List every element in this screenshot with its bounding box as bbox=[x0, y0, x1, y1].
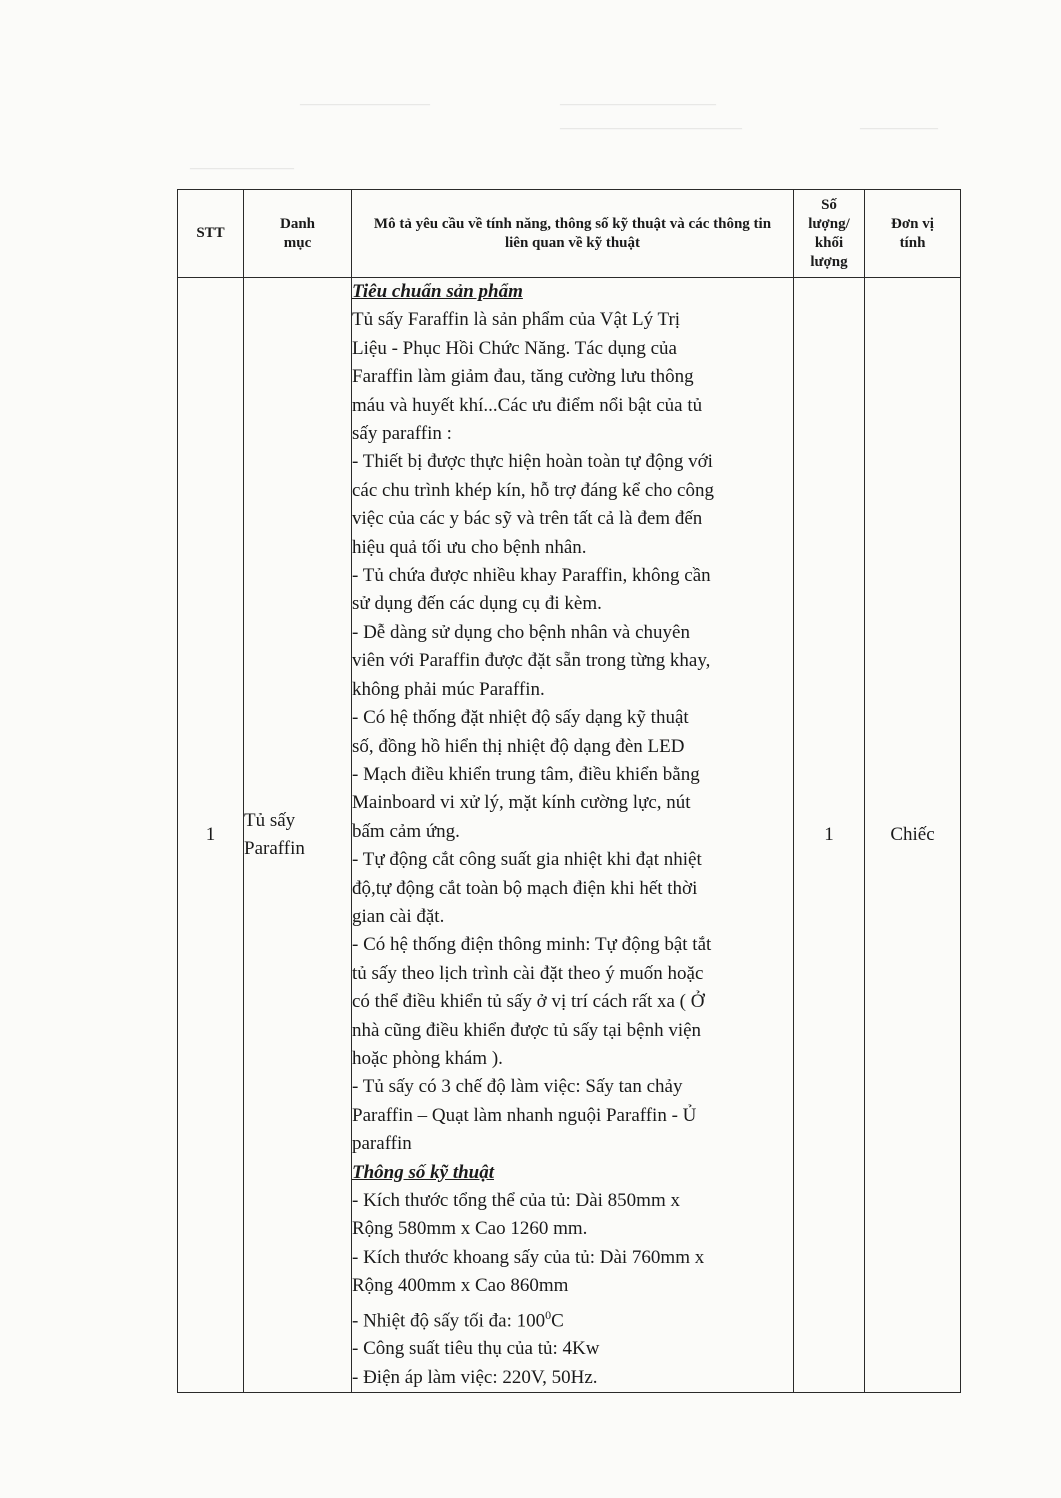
description-line: gian cài đặt. bbox=[352, 905, 445, 927]
description-line: - Tủ sấy có 3 chế độ làm việc: Sấy tan chảy bbox=[352, 1076, 683, 1098]
row-danh-muc-text: Tủ sấy Paraffin bbox=[244, 810, 305, 860]
header-stt: STT bbox=[178, 190, 244, 278]
header-danh-muc bbox=[244, 190, 352, 278]
description-line: - Có hệ thống điện thông minh: Tự động bật tắt bbox=[352, 934, 712, 956]
row-description bbox=[352, 278, 794, 1393]
temperature-unit: C bbox=[551, 1309, 564, 1331]
description-line: Faraffin làm giảm đau, tăng cường lưu thông bbox=[352, 366, 694, 388]
description-line: Mainboard vi xử lý, mặt kính cường lực, nút bbox=[352, 792, 691, 814]
description-line: sử dụng đến các dụng cụ đi kèm. bbox=[352, 593, 602, 615]
section-thong-so-tail bbox=[352, 1335, 793, 1392]
description-line: nhà cũng điều khiển được tủ sấy tại bệnh viện bbox=[352, 1019, 702, 1041]
header-so-luong bbox=[794, 190, 865, 278]
bleed-through-mark: —————————— bbox=[300, 96, 430, 111]
description-line: Liệu - Phục Hồi Chức Năng. Tác dụng của bbox=[352, 337, 677, 359]
description-line: - Có hệ thống đặt nhiệt độ sấy dạng kỹ thuật bbox=[352, 707, 689, 729]
row-danh-muc bbox=[244, 278, 352, 1393]
bleed-through-mark: —————————————— bbox=[560, 120, 742, 135]
table-header-row bbox=[178, 190, 961, 278]
section-title-thong-so: Thông số kỹ thuật bbox=[352, 1161, 495, 1183]
section-thong-so-body bbox=[352, 1187, 793, 1301]
description-line: số, đồng hồ hiển thị nhiệt độ dạng đèn LED bbox=[352, 735, 685, 757]
description-line: hiệu quả tối ưu cho bệnh nhân. bbox=[352, 536, 587, 558]
bleed-through-mark: ———————————— bbox=[560, 96, 716, 111]
header-don-vi bbox=[865, 190, 961, 278]
description-line: không phải múc Paraffin. bbox=[352, 678, 545, 700]
table-row bbox=[178, 278, 961, 1393]
spec-max-temperature-text: - Nhiệt độ sấy tối đa: 100 bbox=[352, 1309, 546, 1331]
spec-line: - Công suất tiêu thụ của tủ: 4Kw bbox=[352, 1338, 600, 1360]
spec-max-temperature bbox=[352, 1301, 793, 1336]
row-stt: 1 bbox=[178, 278, 244, 1393]
description-line: paraffin bbox=[352, 1133, 412, 1155]
description-line: - Thiết bị được thực hiện hoàn toàn tự động với bbox=[352, 451, 713, 473]
description-line: có thể điều khiển tủ sấy ở vị trí cách rất xa ( Ở bbox=[352, 991, 705, 1013]
description-line: - Tủ chứa được nhiều khay Paraffin, không cần bbox=[352, 565, 711, 587]
header-so-luong-text: Số lượng/ khối lượng bbox=[808, 196, 850, 270]
bleed-through-mark: —————— bbox=[860, 120, 938, 135]
description-line: độ,tự động cắt toàn bộ mạch điện khi hết thời bbox=[352, 877, 698, 899]
description-line: tủ sấy theo lịch trình cài đặt theo ý muốn hoặc bbox=[352, 962, 704, 984]
description-line: máu và huyết khí...Các ưu điểm nổi bật của tủ bbox=[352, 394, 703, 416]
description-line: viên với Paraffin được đặt sẵn trong từng khay, bbox=[352, 650, 711, 672]
specification-table bbox=[177, 189, 961, 1393]
section-title-tieu-chuan: Tiêu chuẩn sản phẩm bbox=[352, 281, 523, 302]
row-so-luong: 1 bbox=[794, 278, 865, 1393]
header-mo-ta-text: Mô tả yêu cầu về tính năng, thông số kỹ thuật và các thông tin liên quan về kỹ thuật bbox=[373, 215, 772, 251]
description-line: bấm cảm ứng. bbox=[352, 820, 460, 842]
bleed-through-mark: ———————— bbox=[190, 160, 294, 175]
section-tieu-chuan-body bbox=[352, 306, 793, 1158]
spec-line: - Kích thước tổng thể của tủ: Dài 850mm x bbox=[352, 1190, 680, 1211]
header-mo-ta bbox=[352, 190, 794, 278]
degree-superscript: 0 bbox=[545, 1307, 552, 1322]
description-line: việc của các y bác sỹ và trên tất cả là đem đến bbox=[352, 508, 703, 530]
description-line: - Dễ dàng sử dụng cho bệnh nhân và chuyên bbox=[352, 621, 690, 643]
description-line: các chu trình khép kín, hỗ trợ đáng kể cho công bbox=[352, 479, 714, 501]
spec-line: Rộng 580mm x Cao 1260 mm. bbox=[352, 1218, 588, 1240]
description-line: hoặc phòng khám ). bbox=[352, 1047, 503, 1069]
spec-line: Rộng 400mm x Cao 860mm bbox=[352, 1275, 569, 1297]
spec-line: - Điện áp làm việc: 220V, 50Hz. bbox=[352, 1366, 598, 1388]
header-danh-muc-text: Danh mục bbox=[279, 215, 316, 251]
description-line: Paraffin – Quạt làm nhanh nguội Paraffin - Ủ bbox=[352, 1104, 697, 1126]
spec-line: - Kích thước khoang sấy của tủ: Dài 760mm x bbox=[352, 1246, 705, 1268]
description-line: sấy paraffin : bbox=[352, 423, 452, 445]
row-don-vi: Chiếc bbox=[865, 278, 961, 1393]
description-line: - Tự động cắt công suất gia nhiệt khi đạt nhiệt bbox=[352, 849, 702, 871]
description-line: Tủ sấy Faraffin là sản phẩm của Vật Lý Trị bbox=[352, 309, 681, 331]
description-line: - Mạch điều khiển trung tâm, điều khiển bằng bbox=[352, 763, 700, 785]
header-don-vi-text: Đơn vị tính bbox=[891, 215, 934, 251]
